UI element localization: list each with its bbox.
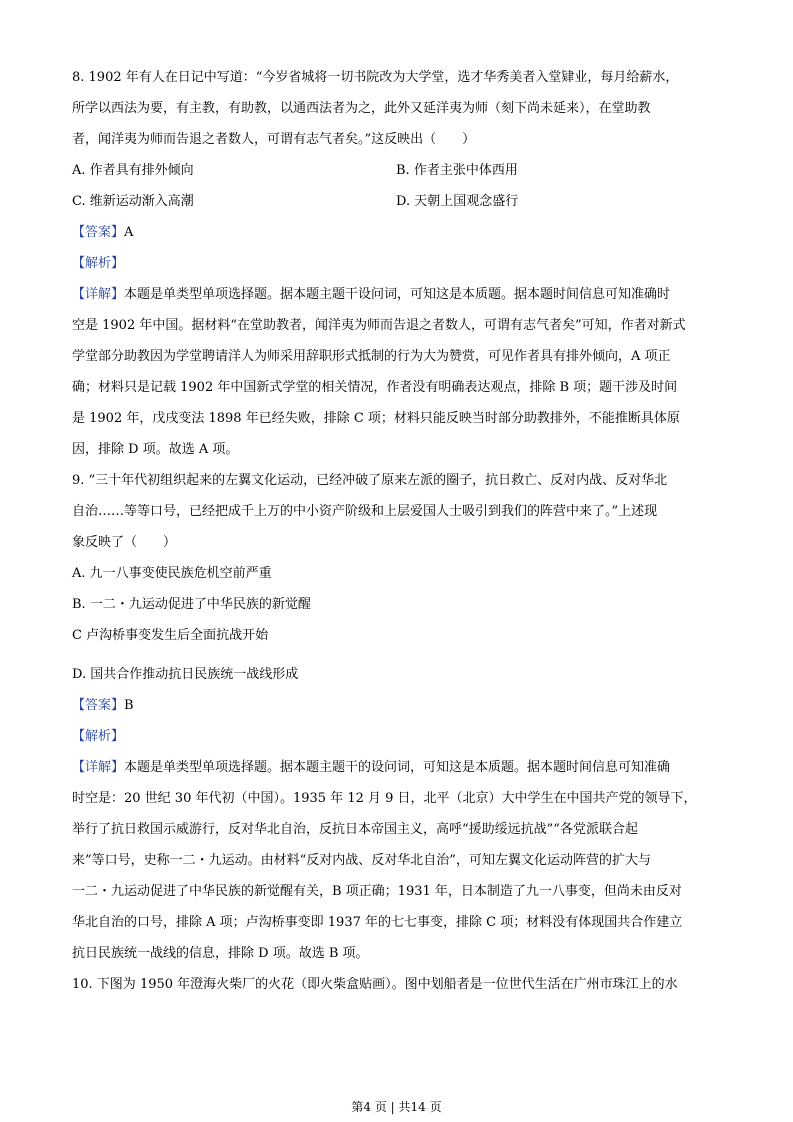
q10-stem-line-1: 10. 下图为 1950 年澄海火柴厂的火花（即火柴盒贴画）。图中划船者是一位世代生活在广州市珠江上的水 — [72, 977, 678, 992]
q9-answer-tag: 【答案】 — [72, 698, 125, 713]
q9-stem-line-3: 象反映了（ ） — [72, 535, 177, 550]
q9-option-d: D. 国共合作推动抗日民族统一战线形成 — [72, 667, 299, 682]
q8-detail-text-1: 本题是单类型单项选择题。据本题主题干设问词，可知这是本质题。据本题时间信息可知准确时 — [124, 287, 671, 302]
q9-answer-value: B — [124, 698, 134, 713]
q8-stem-line-3: 者，闻洋夷为师而告退之者数人，可谓有志气者矣。”这反映出（ ） — [72, 132, 476, 147]
q8-detail-line-5: 是 1902 年，戊戌变法 1898 年已经失败，排除 C 项；材料只能反映当时部分助教排外，不能推断具体原 — [72, 411, 680, 426]
page-footer: 第4 页 | 共14 页 — [351, 1100, 442, 1114]
q8-detail-tag: 【详解】 — [72, 287, 125, 302]
q9-detail-line-4: 来”等口号，史称一二・九运动。由材料“反对内战、反对华北自治”，可知左翼文化运动阵营的扩大与 — [72, 853, 651, 868]
q9-detail-line-1 — [72, 752, 726, 783]
q9-detail-text-1: 本题是单类型单项选择题。据本题主题干的设问词，可知这是本质题。据本题时间信息可知准确 — [124, 760, 671, 775]
q9-analysis-tag: 【解析】 — [72, 729, 125, 744]
q8-option-a: A. 作者具有排外倾向 — [72, 163, 194, 178]
q8-detail-line-2: 空是 1902 年中国。据材料“在堂助教者，闻洋夷为师而告退之者数人，可谓有志气者矣”可知，作者对新式 — [72, 318, 686, 333]
q8-stem-line-1: 8. 1902 年有人在日记中写道：“今岁省城将一切书院改为大学堂，选才华秀美者入堂肄业，每月给薪水， — [72, 70, 679, 85]
q8-detail-line-4: 确；材料只是记载 1902 年中国新式学堂的相关情况，作者没有明确表达观点，排除 B 项；题干涉及时间 — [72, 380, 678, 395]
q9-detail-line-6: 华北自治的口号，排除 A 项；卢沟桥事变即 1937 年的七七事变，排除 C 项；材料没有体现国共合作建立 — [72, 915, 683, 930]
q9-option-a: A. 九一八事变使民族危机空前严重 — [72, 566, 272, 581]
q8-answer-tag: 【答案】 — [72, 225, 125, 240]
spacer — [72, 651, 726, 659]
q9-stem-line-1: 9. “三十年代初组织起来的左翼文化运动，已经冲破了原来左派的圈子，抗日救亡、反对内战、反对华北 — [72, 473, 668, 488]
q8-answer-value: A — [124, 225, 134, 240]
q8-option-d: D. 天朝上国观念盛行 — [396, 194, 519, 209]
q8-detail-line-3: 学堂部分助教因为学堂聘请洋人为师采用辞职形式抵制的行为大为赞赏，可见作者具有排外倾向，A 项正 — [72, 349, 671, 364]
q8-detail-line-6: 因，排除 D 项。故选 A 项。 — [72, 442, 239, 457]
q9-answer — [72, 690, 726, 721]
q8-stem-line-2: 所学以西法为要，有主教，有助教，以通西法者为之，此外又延洋夷为师（刻下尚未延来），在堂助教 — [72, 101, 651, 116]
q9-detail-line-5: 一二・九运动促进了中华民族的新觉醒有关，B 项正确；1931 年，日本制造了九一八事变，但尚未由反对 — [72, 884, 682, 899]
q8-answer — [72, 217, 726, 248]
q9-option-b: B. 一二・九运动促进了中华民族的新觉醒 — [72, 597, 311, 612]
q9-detail-line-3: 举行了抗日救国示威游行，反对华北自治，反抗日本帝国主义，高呼“援助绥远抗战”“各党派联合起 — [72, 822, 638, 837]
q8-detail-line-1 — [72, 279, 726, 310]
q8-options-row-2 — [72, 186, 726, 217]
q9-detail-line-7: 抗日民族统一战线的信息，排除 D 项。故选 B 项。 — [72, 946, 369, 961]
page-content — [72, 62, 726, 1000]
q9-option-c: C 卢沟桥事变发生后全面抗战开始 — [72, 628, 269, 643]
q9-detail-tag: 【详解】 — [72, 760, 125, 775]
q8-options-row-1 — [72, 155, 726, 186]
q9-stem-line-2: 自治……等等口号，已经把成千上万的中小资产阶级和上层爱国人士吸引到我们的阵营中来了。”上述现 — [72, 504, 658, 519]
q8-analysis-tag: 【解析】 — [72, 256, 125, 271]
q9-detail-line-2: 时空是：20 世纪 30 年代初（中国）。1935 年 12 月 9 日，北平（北京）大中学生在中国共产党的领导下， — [72, 791, 697, 806]
q8-option-b: B. 作者主张中体西用 — [396, 163, 518, 178]
q8-option-c: C. 维新运动渐入高潮 — [72, 194, 194, 209]
